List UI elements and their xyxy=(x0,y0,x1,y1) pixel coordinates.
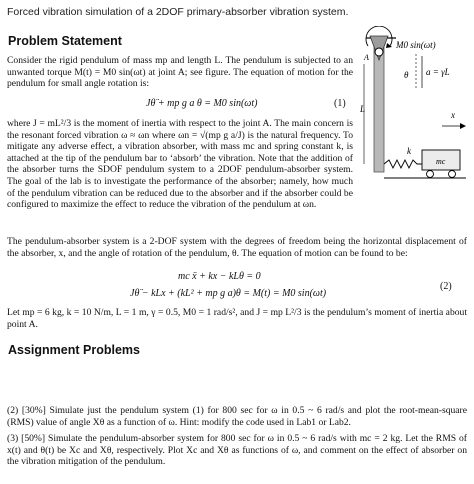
x-arrow-icon xyxy=(460,123,466,129)
problem-paragraph-1: Consider the rigid pendulum of mass mp and length L. The pendulum is subjected to an unwanted torque M(t) = M0 sin(ωt) at joint A; see figure. The equation of motion for the pendulum for small angle rotation is: xyxy=(7,55,353,90)
L-label: L xyxy=(360,104,366,114)
equation-2b: Jθ̈ − kLx + (kL² + mp g a)θ = M(t) = M0 sin(ωt) xyxy=(130,288,327,299)
wheel-right xyxy=(449,171,456,178)
assignment-item-2: (2) [30%] Simulate just the pendulum system (1) for 800 sec for ω in 0.5 ~ 6 rad/s and plot the root-mean-square (RMS) value of angle Xθ as a function of ω. Hint: modify the code used in Lab1 or Lab2. xyxy=(7,405,467,428)
torque-label: M0 sin(ωt) xyxy=(396,40,436,50)
problem-paragraph-4: Let mp = 6 kg, k = 10 N/m, L = 1 m, γ = 0.5, M0 = 1 rad/s², and J = mp L²/3 is the pendulum’s moment of inertia about point A. xyxy=(7,307,467,330)
spring-icon xyxy=(384,160,422,168)
wheel-left xyxy=(427,171,434,178)
pivot-joint xyxy=(375,48,383,56)
problem-heading: Problem Statement xyxy=(8,34,122,48)
page-title: Forced vibration simulation of a 2DOF primary-absorber vibration system. xyxy=(7,6,349,18)
mass-label: mc xyxy=(436,157,446,166)
assignment-heading: Assignment Problems xyxy=(8,343,140,357)
pendulum-absorber-figure xyxy=(356,26,470,186)
problem-paragraph-3: The pendulum-absorber system is a 2-DOF system with the degrees of freedom being the horizontal displacement of the absorber, x, and the angle of rotation of the pendulum, θ. The equation of motion can be found to be: xyxy=(7,236,467,259)
theta-label: θ xyxy=(404,70,409,80)
x-label: x xyxy=(451,110,455,120)
equation-1-number: (1) xyxy=(334,98,346,109)
equation-1: Jθ̈ + mp g a θ = M0 sin(ωt) xyxy=(146,98,258,109)
equation-2-number: (2) xyxy=(440,281,452,292)
problem-paragraph-2: where J = mL²/3 is the moment of inertia with respect to the joint A. The main concern is the resonant forced vibration ω ≈ ωn where ωn = √(mp g a/J) is the natural frequency. To mitigate any adverse effect, a vibration absorber, with mass mc and spring constant k, is attached at the tip of the pendulum bar to ‘absorb’ the vibration. Note that the addition of the absorber turns the SDOF pendulum system to a 2DOF pendulum-absorber system. The goal of the lab is to investigate the performance of the absorber; namely, how much of the pendulum vibration can be reduced due to the absorber and if the absorber could be configured to maximize the effect to reduce the vibration of the pendulum at ωn. xyxy=(7,118,353,211)
equation-2a: mc ẍ + kx − kLθ = 0 xyxy=(178,271,261,282)
joint-label: A xyxy=(364,53,369,62)
a-label: a = γL xyxy=(426,67,450,77)
spring-label: k xyxy=(407,146,411,156)
assignment-item-3: (3) [50%] Simulate the pendulum-absorber system for 800 sec for ω in 0.5 ~ 6 rad/s with mc = 2 kg. Let the RMS of x(t) and θ(t) be Xc and Xθ, respectively. Plot Xc and Xθ as functions of ω, and comment on the effect of absorber on the vibration mitigation of the pendulum. xyxy=(7,433,467,468)
